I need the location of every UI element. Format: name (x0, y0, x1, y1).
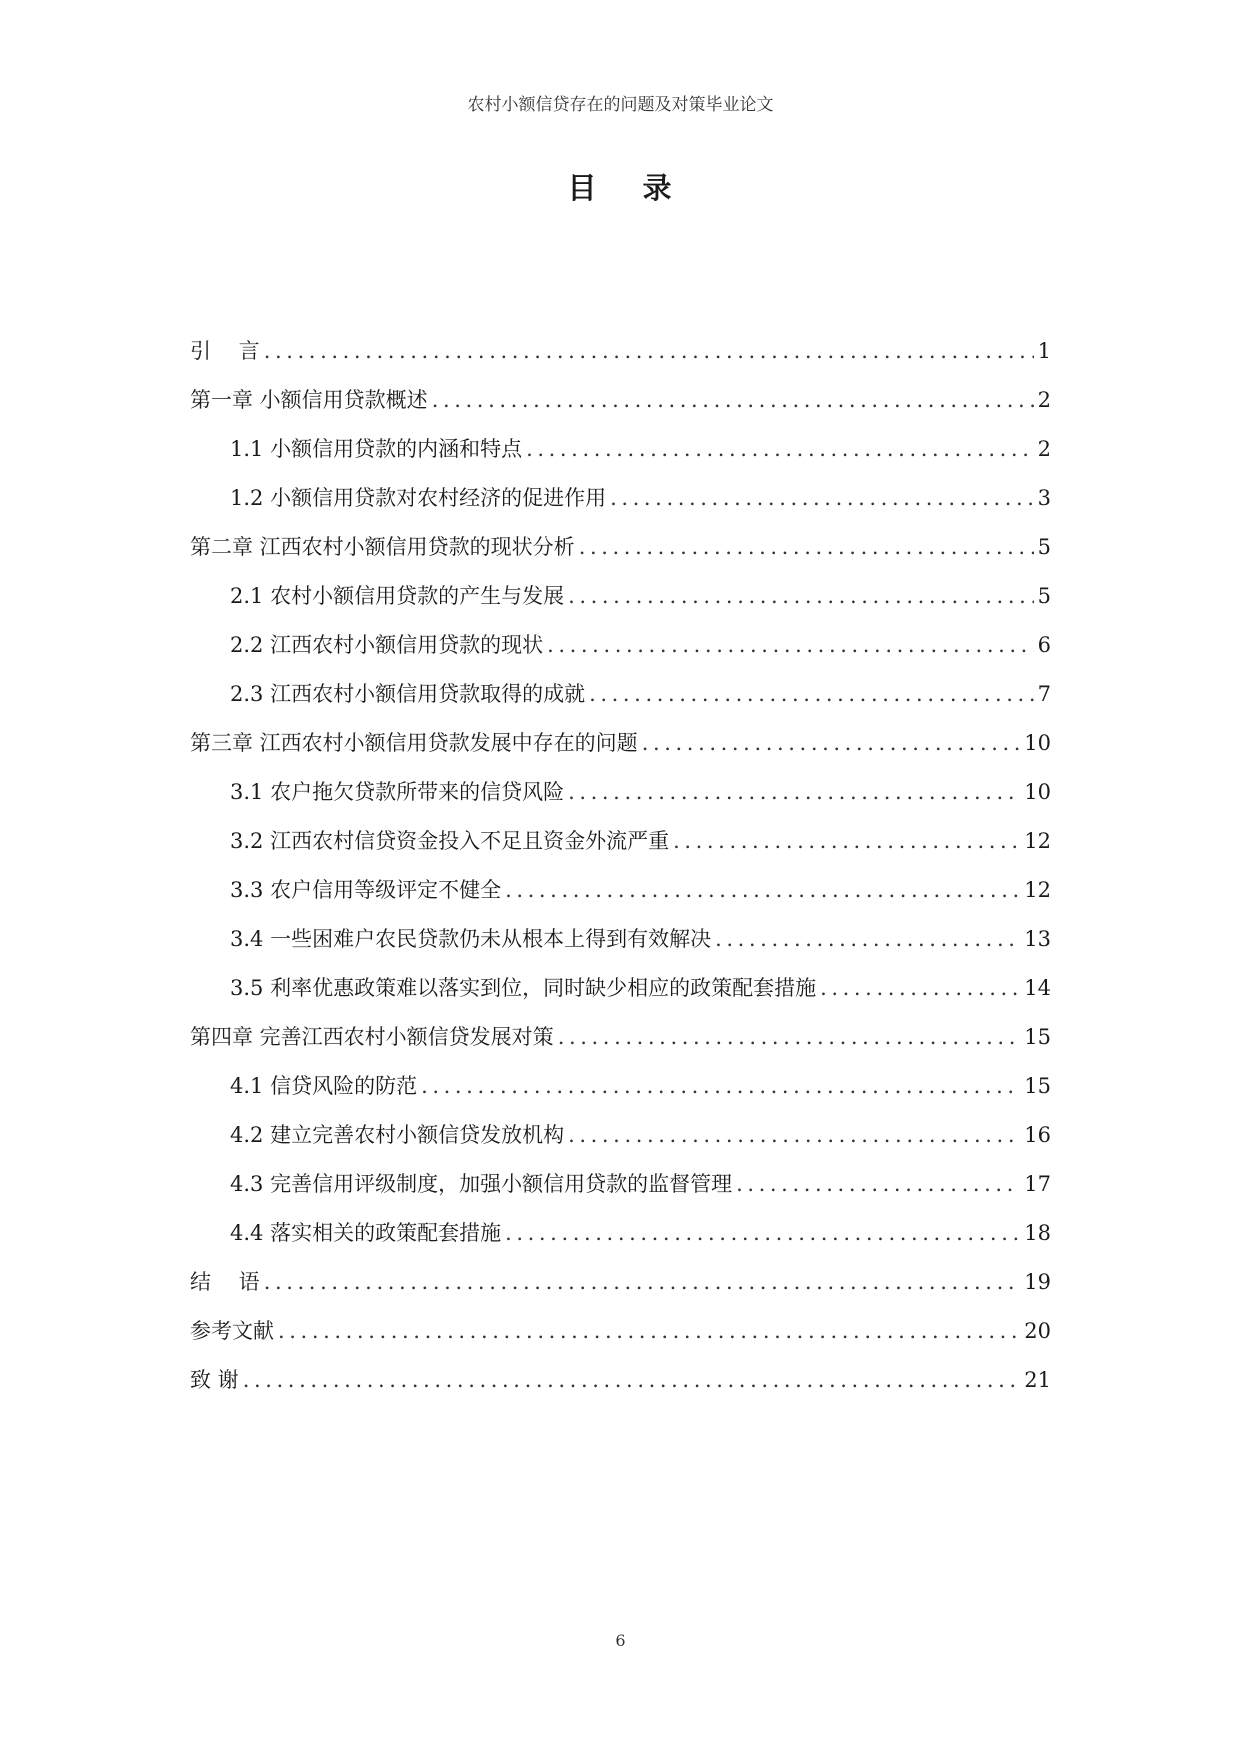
toc-entry-page: 20 (1024, 1319, 1051, 1343)
toc-entry-label: 3.2 江西农村信贷资金投入不足且资金外流严重 (230, 829, 670, 853)
toc-entry-label: 1.1 小额信用贷款的内涵和特点 (230, 437, 523, 461)
toc-title-right: 录 (642, 171, 674, 205)
toc-entry-page: 6 (1037, 633, 1051, 657)
toc-entry-page: 21 (1024, 1368, 1051, 1392)
toc-entry-label: 2.3 江西农村小额信用贷款取得的成就 (230, 682, 586, 706)
toc-entry-label: 3.5 利率优惠政策难以落实到位，同时缺少相应的政策配套措施 (230, 976, 817, 1000)
toc-leader-dots (243, 1365, 1021, 1395)
toc-entry-label: 第四章 完善江西农村小额信贷发展对策 (190, 1025, 554, 1049)
toc-entry-label: 4.1 信贷风险的防范 (230, 1074, 418, 1098)
toc-entry-label: 4.2 建立完善农村小额信贷发放机构 (230, 1123, 565, 1147)
toc-entry[interactable] (190, 434, 1051, 483)
toc-entry-page: 1 (1037, 339, 1051, 363)
toc-entry-label: 3.3 农户信用等级评定不健全 (230, 878, 502, 902)
toc-entry[interactable] (190, 532, 1051, 581)
toc-entry[interactable] (190, 679, 1051, 728)
toc-entry-page: 2 (1037, 437, 1051, 461)
toc-entry[interactable] (190, 1120, 1051, 1169)
toc-entry-label: 4.4 落实相关的政策配套措施 (230, 1221, 502, 1245)
toc-leader-dots (264, 336, 1034, 366)
toc-entry[interactable] (190, 1218, 1051, 1267)
toc-entry-label: 1.2 小额信用贷款对农村经济的促进作用 (230, 486, 607, 510)
toc-entry[interactable] (190, 1365, 1051, 1414)
toc-entry-page: 12 (1024, 878, 1051, 902)
toc-entry-page: 16 (1024, 1123, 1051, 1147)
toc-entry[interactable] (190, 630, 1051, 679)
toc-leader-dots (505, 875, 1020, 905)
toc-leader-dots (558, 1022, 1021, 1052)
toc-entry[interactable] (190, 875, 1051, 924)
toc-entry[interactable] (190, 385, 1051, 434)
toc-entry-page: 7 (1037, 682, 1051, 706)
toc-entry-label: 致 谢 (190, 1368, 239, 1392)
toc-leader-dots (505, 1218, 1020, 1248)
toc-entry-page: 14 (1024, 976, 1051, 1000)
toc-entry[interactable] (190, 728, 1051, 777)
toc-leader-dots (547, 630, 1034, 660)
toc-entry-label: 3.1 农户拖欠贷款所带来的信贷风险 (230, 780, 565, 804)
toc-leader-dots (642, 728, 1021, 758)
toc-leader-dots (421, 1071, 1020, 1101)
toc-entry-label: 2.2 江西农村小额信用贷款的现状 (230, 633, 544, 657)
toc-entry-page: 15 (1024, 1025, 1051, 1049)
toc-leader-dots (589, 679, 1034, 709)
toc-leader-dots (432, 385, 1034, 415)
toc-leader-dots (579, 532, 1034, 562)
toc-leader-dots (610, 483, 1034, 513)
toc-entry-label: 参考文献 (190, 1319, 274, 1343)
toc-list (190, 336, 1051, 1414)
toc-entry[interactable] (190, 826, 1051, 875)
toc-entry-label: 第二章 江西农村小额信用贷款的现状分析 (190, 535, 575, 559)
toc-entry-page: 3 (1037, 486, 1051, 510)
toc-entry-label: 3.4 一些困难户农民贷款仍未从根本上得到有效解决 (230, 927, 712, 951)
toc-entry-page: 2 (1037, 388, 1051, 412)
page-number: 6 (615, 1631, 626, 1650)
toc-entry[interactable] (190, 1071, 1051, 1120)
toc-entry[interactable] (190, 777, 1051, 826)
toc-leader-dots (278, 1316, 1020, 1346)
toc-entry-label: 结 语 (190, 1270, 260, 1294)
toc-leader-dots (568, 777, 1020, 807)
running-header: 农村小额信贷存在的问题及对策毕业论文 (467, 95, 774, 115)
toc-title (0, 166, 1241, 207)
toc-entry-label: 引 言 (190, 339, 260, 363)
toc-entry-label: 2.1 农村小额信用贷款的产生与发展 (230, 584, 565, 608)
toc-entry[interactable] (190, 483, 1051, 532)
toc-entry[interactable] (190, 1316, 1051, 1365)
toc-entry-page: 12 (1024, 829, 1051, 853)
toc-leader-dots (736, 1169, 1020, 1199)
toc-entry[interactable] (190, 581, 1051, 630)
toc-entry-page: 17 (1024, 1172, 1051, 1196)
toc-entry-page: 10 (1024, 731, 1051, 755)
toc-entry-label: 4.3 完善信用评级制度，加强小额信用贷款的监督管理 (230, 1172, 733, 1196)
toc-entry-label: 第三章 江西农村小额信用贷款发展中存在的问题 (190, 731, 638, 755)
toc-entry[interactable] (190, 1267, 1051, 1316)
toc-entry[interactable] (190, 973, 1051, 1022)
toc-title-left: 目 (567, 171, 599, 205)
toc-entry[interactable] (190, 336, 1051, 385)
toc-leader-dots (526, 434, 1034, 464)
toc-entry-page: 15 (1024, 1074, 1051, 1098)
toc-entry-page: 13 (1024, 927, 1051, 951)
toc-entry-label: 第一章 小额信用贷款概述 (190, 388, 428, 412)
toc-entry-page: 18 (1024, 1221, 1051, 1245)
toc-entry[interactable] (190, 1022, 1051, 1071)
toc-entry-page: 5 (1037, 584, 1051, 608)
toc-entry-page: 10 (1024, 780, 1051, 804)
toc-leader-dots (673, 826, 1020, 856)
toc-leader-dots (568, 581, 1034, 611)
toc-entry[interactable] (190, 924, 1051, 973)
toc-leader-dots (715, 924, 1020, 954)
toc-entry[interactable] (190, 1169, 1051, 1218)
toc-leader-dots (820, 973, 1020, 1003)
toc-leader-dots (264, 1267, 1021, 1297)
toc-entry-page: 5 (1037, 535, 1051, 559)
toc-leader-dots (568, 1120, 1020, 1150)
toc-entry-page: 19 (1024, 1270, 1051, 1294)
